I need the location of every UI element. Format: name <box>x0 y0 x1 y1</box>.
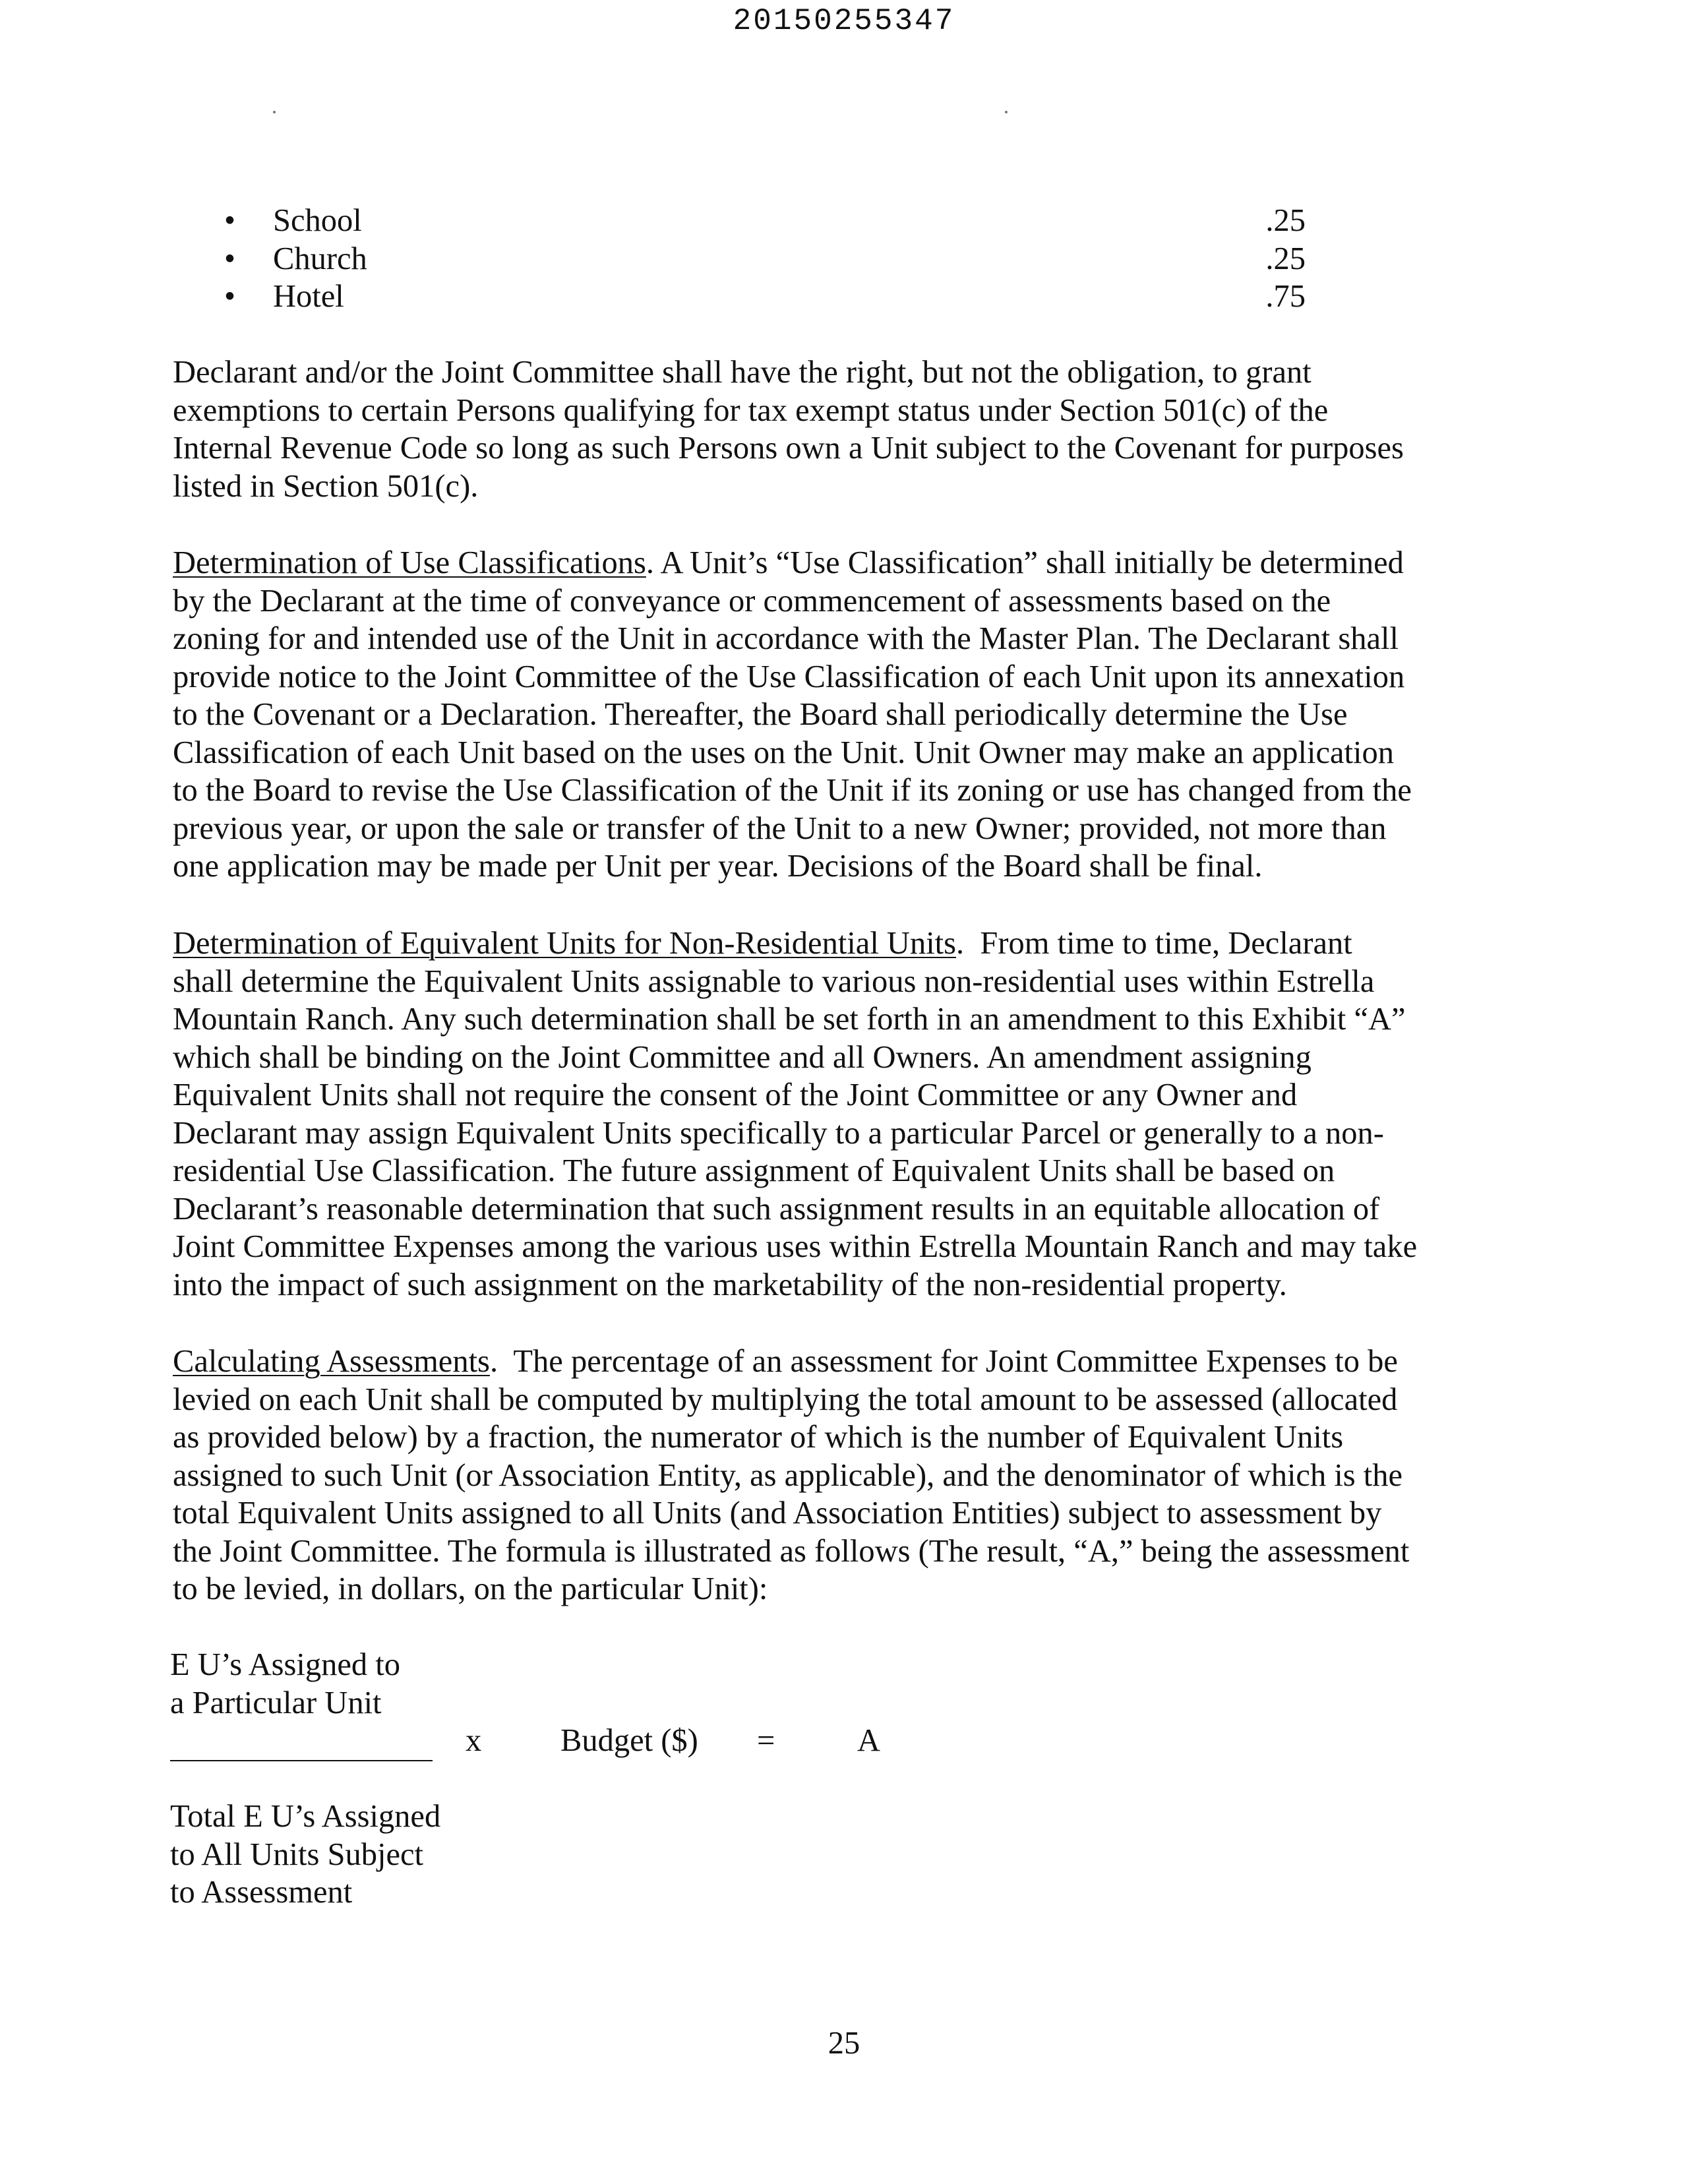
paragraph-line: residential Use Classification. The future assignment of Equivalent Units shall be based on <box>173 1153 1335 1188</box>
budget-term: Budget ($) <box>560 1723 698 1758</box>
use-value: .25 <box>1265 241 1306 276</box>
bullet-icon: • <box>224 203 235 238</box>
result-term: A <box>857 1723 881 1758</box>
paragraph-line: levied on each Unit shall be computed by multiplying the total amount to be assessed (allocated <box>173 1381 1398 1417</box>
paragraph-line: exemptions to certain Persons qualifying for tax exempt status under Section 501(c) of the <box>173 392 1329 428</box>
bullet-icon: • <box>224 279 235 314</box>
use-classification-list <box>224 202 1306 316</box>
paragraph-line: Declarant and/or the Joint Committee shall have the right, but not the obligation, to grant <box>173 355 1311 390</box>
paragraph-line: which shall be binding on the Joint Committee and all Owners. An amendment assigning <box>173 1039 1311 1075</box>
scan-speck <box>273 111 276 113</box>
paragraph-line: one application may be made per Unit per year. Decisions of the Board shall be final. <box>173 849 1263 884</box>
use-label: School <box>273 203 362 238</box>
list-item <box>224 240 1306 278</box>
use-classification-section <box>173 544 1465 886</box>
paragraph-line: as provided below) by a fraction, the numerator of which is the number of Equivalent Units <box>173 1420 1344 1455</box>
exemption-paragraph <box>173 353 1465 505</box>
page-number: 25 <box>828 2026 860 2061</box>
document-number: 20150255347 <box>733 4 955 38</box>
first-line-rest: The percentage of an assessment for Joint Committee Expenses to be <box>498 1344 1398 1379</box>
paragraph-line: to be levied, in dollars, on the particular Unit): <box>173 1571 768 1606</box>
fraction-bar <box>170 1760 433 1761</box>
formula-denominator-line: Total E U’s Assigned <box>170 1799 441 1834</box>
paragraph-line: Internal Revenue Code so long as such Persons own a Unit subject to the Covenant for purposes <box>173 431 1404 466</box>
paragraph-line: zoning for and intended use of the Unit in accordance with the Master Plan. The Declarant shall <box>173 621 1399 656</box>
heading-suffix: . <box>646 545 655 580</box>
paragraph-line: to the Board to revise the Use Classification of the Unit if its zoning or use has changed from the <box>173 773 1412 808</box>
formula-numerator-line: a Particular Unit <box>170 1685 382 1720</box>
list-item <box>224 202 1306 240</box>
paragraph-line: Declarant may assign Equivalent Units specifically to a particular Parcel or generally to a non- <box>173 1115 1384 1151</box>
first-line-rest: From time to time, Declarant <box>964 926 1352 961</box>
paragraph-line: into the impact of such assignment on the marketability of the non-residential property. <box>173 1267 1287 1302</box>
paragraph-line: the Joint Committee. The formula is illustrated as follows (The result, “A,” being the assessment <box>173 1533 1410 1569</box>
formula-numerator <box>170 1646 400 1722</box>
paragraph-line: by the Declarant at the time of conveyance or commencement of assessments based on the <box>173 583 1331 619</box>
section-heading: Determination of Equivalent Units for Non-Residential Units <box>173 926 957 961</box>
first-line-rest: A Unit’s “Use Classification” shall initially be determined <box>654 545 1404 580</box>
paragraph-line: Joint Committee Expenses among the various uses within Estrella Mountain Ranch and may take <box>173 1229 1418 1264</box>
paragraph-line: shall determine the Equivalent Units assignable to various non-residential uses within Estrella <box>173 963 1375 999</box>
paragraph-line: Classification of each Unit based on the uses on the Unit. Unit Owner may make an application <box>173 735 1394 770</box>
use-label: Church <box>273 241 367 276</box>
paragraph-line: Equivalent Units shall not require the consent of the Joint Committee or any Owner and <box>173 1077 1298 1112</box>
section-first-line <box>173 925 1465 963</box>
scan-speck <box>1005 111 1008 113</box>
formula-denominator <box>170 1798 440 1912</box>
section-heading: Calculating Assessments <box>173 1344 490 1379</box>
section-first-line <box>173 544 1465 582</box>
section-heading: Determination of Use Classifications <box>173 545 646 580</box>
paragraph-line: Declarant’s reasonable determination that such assignment results in an equitable allocation of <box>173 1191 1380 1227</box>
equivalent-units-section <box>173 925 1465 1304</box>
section-first-line <box>173 1343 1465 1381</box>
heading-suffix: . <box>489 1344 498 1379</box>
paragraph-line: to the Covenant or a Declaration. Thereafter, the Board shall periodically determine the Use <box>173 697 1348 732</box>
paragraph-line: listed in Section 501(c). <box>173 468 479 504</box>
multiply-sign: x <box>466 1723 482 1758</box>
formula-denominator-line: to All Units Subject <box>170 1836 423 1872</box>
formula-denominator-line: to Assessment <box>170 1875 353 1910</box>
use-value: .25 <box>1265 203 1306 238</box>
paragraph-line: total Equivalent Units assigned to all Units (and Association Entities) subject to assessment by <box>173 1496 1382 1531</box>
paragraph-line: Mountain Ranch. Any such determination shall be set forth in an amendment to this Exhibit “A” <box>173 1002 1406 1037</box>
equals-sign: = <box>757 1723 775 1758</box>
bullet-icon: • <box>224 241 235 276</box>
calculating-assessments-section <box>173 1343 1465 1608</box>
use-label: Hotel <box>273 279 344 314</box>
paragraph-line: previous year, or upon the sale or transfer of the Unit to a new Owner; provided, not more than <box>173 810 1387 846</box>
use-value: .75 <box>1265 279 1306 314</box>
paragraph-line: assigned to such Unit (or Association Entity, as applicable), and the denominator of which is the <box>173 1457 1403 1493</box>
formula-numerator-line: E U’s Assigned to <box>170 1647 400 1682</box>
list-item <box>224 278 1306 316</box>
paragraph-line: provide notice to the Joint Committee of the Use Classification of each Unit upon its annexation <box>173 659 1405 694</box>
heading-suffix: . <box>956 926 965 961</box>
